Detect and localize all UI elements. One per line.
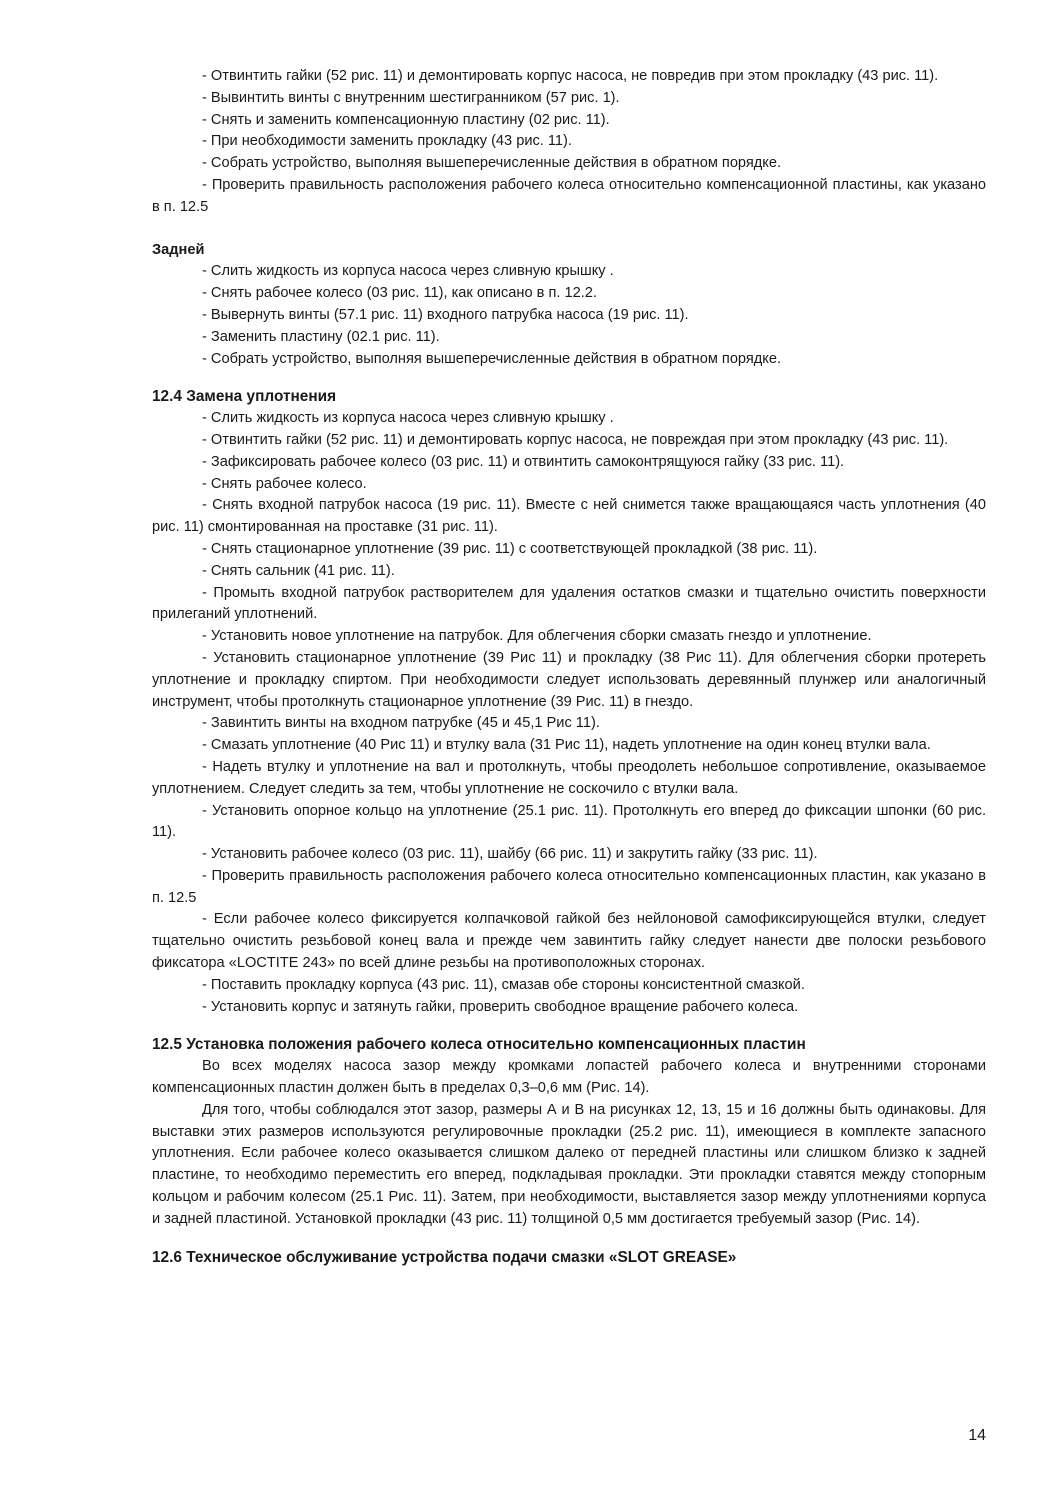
instruction-step: - Смазать уплотнение (40 Рис 11) и втулку вала (31 Рис 11), надеть уплотнение на один конец втулки вала. [202,737,931,754]
instruction-step: - Установить корпус и затянуть гайки, проверить свободное вращение рабочего колеса. [202,998,799,1015]
section-rear-plate [152,240,986,371]
instruction-step: - Если рабочее колесо фиксируется колпачковой гайкой без нейлоновой самофиксирующейся втулки, следует тщательно очистить резьбовой конец вала и прежде чем завинтить гайку следует нанести две полоски резьбового фиксатора «LOCTITE 243» по всей длине резьбы на противоположных сторонах. [152,911,986,972]
body-paragraph: Во всех моделях насоса зазор между кромками лопастей рабочего колеса и внутренними сторонами компенсационных пластин должен быть в пределах 0,3–0,6 мм (Рис. 14). [152,1058,986,1097]
instruction-step: - Поставить прокладку корпуса (43 рис. 11), смазав обе стороны консистентной смазкой. [202,976,805,993]
instruction-step: - Установить стационарное уплотнение (39 Рис 11) и прокладку (38 Рис 11). Для облегчения сборки протереть уплотнение и прокладку спиртом. При необходимости следует использовать деревянный плунжер или аналогичный инструмент, чтобы протолкнуть стационарное уплотнение (39 Рис. 11) в гнездо. [152,649,986,710]
instruction-step: - Промыть входной патрубок растворителем для удаления остатков смазки и тщательно очистить поверхности прилеганий уплотнений. [152,584,986,623]
section-12-6 [152,1247,986,1269]
instruction-step: - Установить рабочее колесо (03 рис. 11), шайбу (66 рис. 11) и закрутить гайку (33 рис. 11). [202,846,818,863]
document-page [152,66,986,1268]
body-paragraph: Для того, чтобы соблюдался этот зазор, размеры А и В на рисунках 12, 13, 15 и 16 должны быть одинаковы. Для выставки этих размеров используются регулировочные прокладки (25.2 рис. 11), имеющиеся в комплекте запасного уплотнения. Если рабочее колесо оказывается слишком далеко от передней пластины или слишком близко к задней пластине, то необходимо переместить его вперед, подкладывая прокладки. Эти прокладки ставятся между стопорным кольцом и рабочим колесом (25.1 Рис. 11). Затем, при необходимости, выставляется зазор между уплотнениями корпуса и задней пластиной. Установкой прокладки (43 рис. 11) толщиной 0,5 мм достигается требуемый зазор (Рис. 14). [152,1101,986,1227]
section-12-5 [152,1034,986,1230]
instruction-step: - Собрать устройство, выполняя вышеперечисленные действия в обратном порядке. [202,350,782,367]
instruction-step: - Надеть втулку и уплотнение на вал и протолкнуть, чтобы преодолеть небольшое сопротивление, оказываемое уплотнением. Следует следить за тем, чтобы уплотнение не соскочило с втулки вала. [152,758,986,797]
instruction-step: - Зафиксировать рабочее колесо (03 рис. 11) и отвинтить самоконтрящуюся гайку (33 рис. 11). [202,453,845,470]
section-heading: 12.5 Установка положения рабочего колеса относительно компенсационных пластин [152,1036,806,1054]
instruction-step: - Установить новое уплотнение на патрубок. Для облегчения сборки смазать гнездо и уплотнение. [202,628,872,645]
instruction-step: - Снять стационарное уплотнение (39 рис. 11) с соответствующей прокладкой (38 рис. 11). [202,540,818,557]
instruction-step: - Проверить правильность расположения рабочего колеса относительно компенсационной пластины, как указано в п. 12.5 [152,176,986,215]
section-12-4 [152,386,986,1018]
section-front-plate [152,66,986,219]
instruction-step: - Снять рабочее колесо. [202,475,367,492]
instruction-step: - Снять входной патрубок насоса (19 рис. 11). Вместе с ней снимется также вращающаяся часть уплотнения (40 рис. 11) смонтированная на проставке (31 рис. 11). [152,497,986,536]
instruction-step: - Вывернуть винты (57.1 рис. 11) входного патрубка насоса (19 рис. 11). [202,306,689,323]
instruction-step: - Снять сальник (41 рис. 11). [202,562,395,579]
instruction-step: - Отвинтить гайки (52 рис. 11) и демонтировать корпус насоса, не повреждая при этом прокладку (43 рис. 11). [202,431,949,448]
instruction-step: - Собрать устройство, выполняя вышеперечисленные действия в обратном порядке. [202,155,782,172]
instruction-step: - Слить жидкость из корпуса насоса через сливную крышку . [202,410,614,427]
instruction-step: - Слить жидкость из корпуса насоса через сливную крышку . [202,263,614,280]
instruction-step: - Снять и заменить компенсационную пластину (02 рис. 11). [202,111,610,128]
page-number: 14 [968,1427,986,1444]
instruction-step: - Вывинтить винты с внутренним шестигранником (57 рис. 1). [202,89,620,106]
instruction-step: - Установить опорное кольцо на уплотнение (25.1 рис. 11). Протолкнуть его вперед до фиксации шпонки (60 рис. 11). [152,802,986,841]
instruction-step: - Завинтить винты на входном патрубке (45 и 45,1 Рис 11). [202,715,600,732]
instruction-step: - Отвинтить гайки (52 рис. 11) и демонтировать корпус насоса, не повредив при этом прокладку (43 рис. 11). [202,68,939,84]
instruction-step: - Проверить правильность расположения рабочего колеса относительно компенсационных пластин, как указано в п. 12.5 [152,867,986,906]
instruction-step: - При необходимости заменить прокладку (43 рис. 11). [202,133,572,150]
instruction-step: - Заменить пластину (02.1 рис. 11). [202,328,440,345]
instruction-step: - Снять рабочее колесо (03 рис. 11), как описано в п. 12.2. [202,285,597,302]
section-heading: 12.6 Техническое обслуживание устройства подачи смазки «SLOT GREASE» [152,1248,737,1266]
section-heading: Задней [152,241,205,258]
section-heading: 12.4 Замена уплотнения [152,388,337,406]
